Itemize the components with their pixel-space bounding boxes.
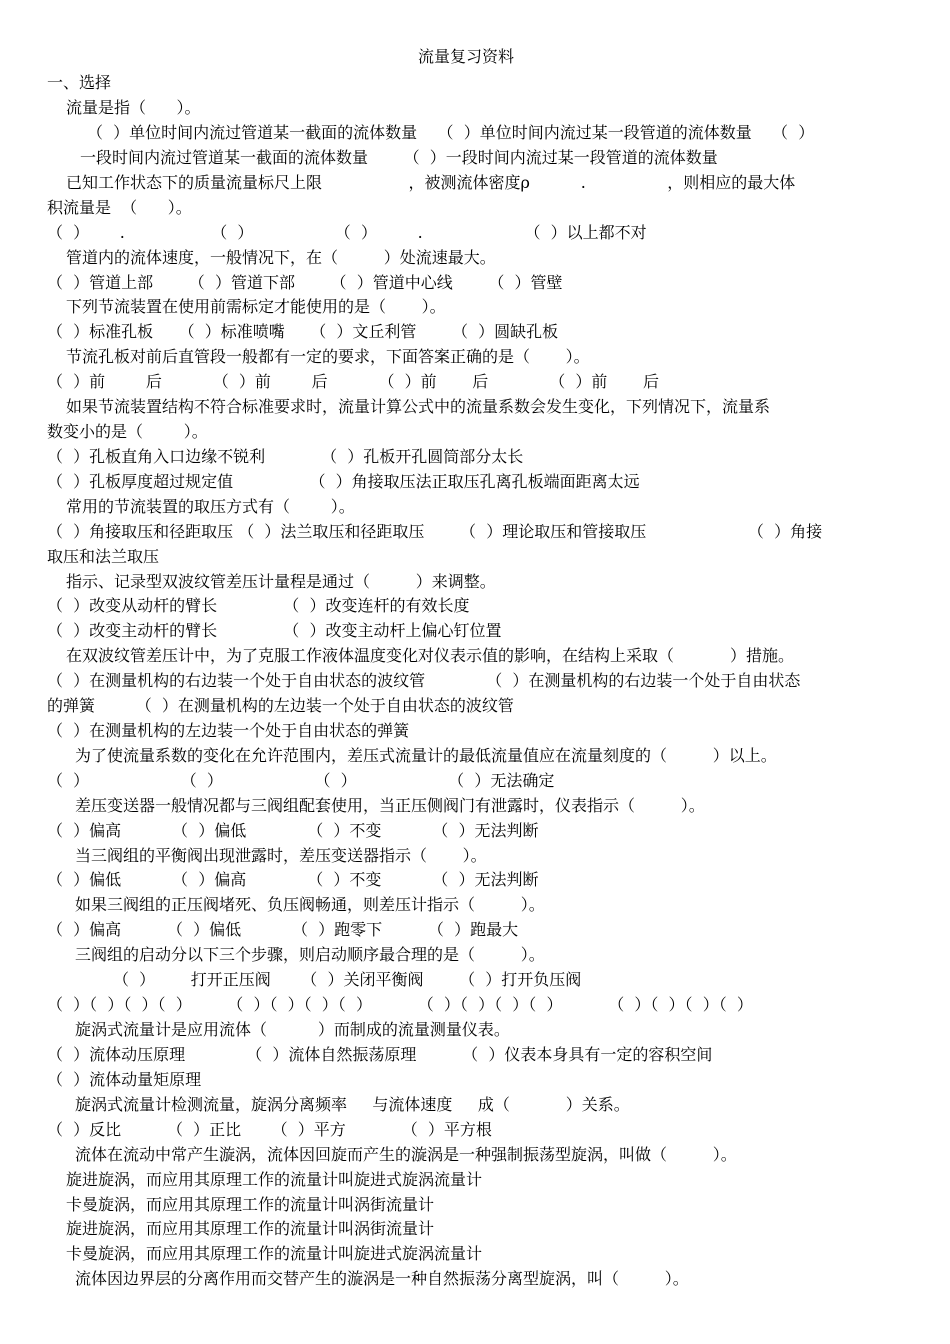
option-line: 卡曼旋涡，而应用其原理工作的流量计叫涡街流量计 (66, 1195, 435, 1214)
question-text: 下列节流装置在使用前需标定才能使用的是（ ）。 (66, 297, 446, 316)
section-heading: 一、选择 (47, 73, 112, 92)
option-line: （ ）流体动压原理 （ ）流体自然振荡原理 （ ）仪表本身具有一定的容积空间 (47, 1045, 713, 1064)
question-text: 管道内的流体速度，一般情况下，在（ ）处流速最大。 (66, 248, 496, 267)
option-line: （ ）单位时间内流过管道某一截面的流体数量 （ ）单位时间内流过某一段管道的流体数量 （ ） (87, 123, 815, 142)
question-text: 如果三阀组的正压阀堵死、负压阀畅通，则差压计指示（ ）。 (75, 895, 545, 914)
option-line: 卡曼旋涡，而应用其原理工作的流量计叫旋进式旋涡流量计 (66, 1244, 483, 1263)
question-text: 在双波纹管差压计中，为了克服工作液体温度变化对仪表示值的影响，在结构上采取（ ）措施。 (66, 646, 794, 665)
option-line: （ ）管道上部 （ ）管道下部 （ ）管道中心线 （ ）管壁 (47, 273, 563, 292)
option-line: （ ）改变从动杆的臂长 （ ）改变连杆的有效长度 (47, 596, 470, 615)
option-line: 旋进旋涡，而应用其原理工作的流量计叫涡街流量计 (66, 1219, 435, 1238)
question-text: 三阀组的启动分以下三个步骤，则启动顺序最合理的是（ ）。 (75, 945, 545, 964)
question-text: 数变小的是（ ）。 (47, 422, 208, 441)
option-line: （ ）孔板厚度超过规定值 （ ）角接取压法正取压孔离孔板端面距离太远 (47, 472, 640, 491)
option-line: （ ）在测量机构的左边装一个处于自由状态的弹簧 (47, 721, 410, 740)
option-line: （ ）标准孔板 （ ）标准喷嘴 （ ）文丘利管 （ ）圆缺孔板 (47, 322, 559, 341)
document-title: 流量复习资料 (418, 47, 515, 66)
option-line: （ ）改变主动杆的臂长 （ ）改变主动杆上偏心钉位置 (47, 621, 502, 640)
option-line: （ ）偏高 （ ）偏低 （ ）不变 （ ）无法判断 (47, 821, 539, 840)
question-text: 旋涡式流量计是应用流体（ ）而制成的流量测量仪表。 (75, 1020, 510, 1039)
question-text: 流体在流动中常产生漩涡，流体因回旋而产生的漩涡是一种强制振荡型旋涡，叫做（ ）。 (75, 1145, 737, 1164)
option-line: （ ）角接取压和径距取压 （ ）法兰取压和径距取压 （ ）理论取压和管接取压 （ ）角接 (47, 522, 823, 541)
question-text: 旋涡式流量计检测流量，旋涡分离频率 与流体速度 成（ ）关系。 (75, 1095, 630, 1114)
option-line: （ ） 打开正压阀 （ ）关闭平衡阀 （ ）打开负压阀 (113, 970, 582, 989)
option-line: 取压和法兰取压 (47, 547, 160, 566)
option-line: （ ）偏低 （ ）偏高 （ ）不变 （ ）无法判断 (47, 870, 539, 889)
question-text: 已知工作状态下的质量流量标尺上限 ，被测流体密度ρ . ，则相应的最大体 (66, 173, 796, 192)
option-line: （ ）孔板直角入口边缘不锐利 （ ）孔板开孔圆筒部分太长 (47, 447, 524, 466)
option-line: 的弹簧 （ ）在测量机构的左边装一个处于自由状态的波纹管 (47, 696, 514, 715)
question-text: 积流量是 （ ）。 (47, 198, 192, 217)
option-line: 一段时间内流过管道某一截面的流体数量 （ ）一段时间内流过某一段管道的流体数量 (80, 148, 718, 167)
question-text: 为了使流量系数的变化在允许范围内，差压式流量计的最低流量值应在流量刻度的（ ）以上。 (75, 746, 777, 765)
option-line: （ ） （ ） （ ） （ ）无法确定 (47, 771, 555, 790)
question-text: 节流孔板对前后直管段一般都有一定的要求，下面答案正确的是（ ）。 (66, 347, 590, 366)
option-line: （ ） . （ ） （ ） . （ ）以上都不对 (47, 223, 647, 242)
option-line: （ ）前 后 （ ）前 后 （ ）前 后 （ ）前 后 (47, 372, 660, 391)
question-text: 流体因边界层的分离作用而交替产生的漩涡是一种自然振荡分离型旋涡，叫（ ）。 (75, 1269, 689, 1288)
question-text: 流量是指（ ）。 (66, 98, 201, 117)
question-text: 如果节流装置结构不符合标准要求时，流量计算公式中的流量系数会发生变化，下列情况下，流量系 (66, 397, 771, 416)
option-line: （ ）流体动量矩原理 (47, 1070, 202, 1089)
question-text: 差压变送器一般情况都与三阀组配套使用，当正压侧阀门有泄露时，仪表指示（ ）。 (75, 796, 705, 815)
option-line: （ ）在测量机构的右边装一个处于自由状态的波纹管 （ ）在测量机构的右边装一个处于自由状态 (47, 671, 801, 690)
question-text: 当三阀组的平衡阀出现泄露时，差压变送器指示（ ）。 (75, 846, 487, 865)
question-text: 指示、记录型双波纹管差压计量程是通过（ ）来调整。 (66, 572, 496, 591)
option-line: （ ）偏高 （ ）偏低 （ ）跑零下 （ ）跑最大 (47, 920, 519, 939)
option-line: （ ）反比 （ ）正比 （ ）平方 （ ）平方根 (47, 1120, 492, 1139)
option-line: （ ）（ ）（ ）（ ） （ ）（ ）（ ）（ ） （ ）（ ）（ ）（ ） （ ）（ ）（ ）（ ） (47, 995, 753, 1014)
option-line: 旋进旋涡，而应用其原理工作的流量计叫旋进式旋涡流量计 (66, 1170, 483, 1189)
question-text: 常用的节流装置的取压方式有（ ）。 (66, 497, 355, 516)
